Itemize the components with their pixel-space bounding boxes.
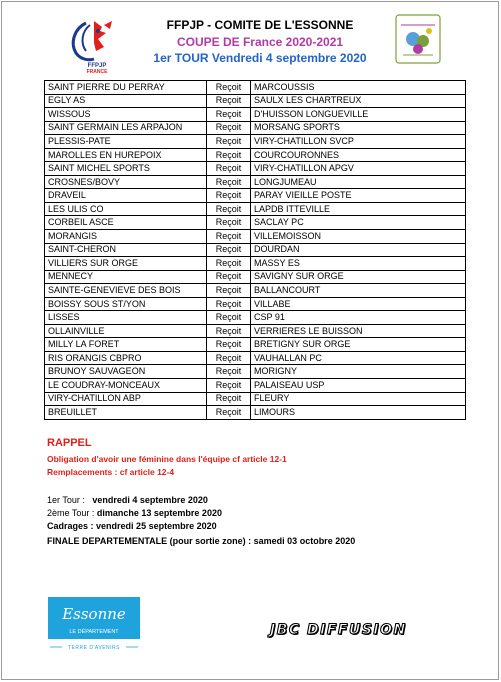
match-home-team: SAINT GERMAIN LES ARPAJON bbox=[45, 121, 207, 135]
match-row bbox=[45, 108, 466, 122]
match-recoit: Reçoit bbox=[207, 216, 251, 230]
match-away-team: BALLANCOURT bbox=[251, 284, 466, 298]
match-away-team: VERRIERES LE BUISSON bbox=[251, 324, 466, 338]
match-away-team: LAPDB ITTEVILLE bbox=[251, 202, 466, 216]
match-home-team: OLLAINVILLE bbox=[45, 324, 207, 338]
match-recoit: Reçoit bbox=[207, 284, 251, 298]
match-row bbox=[45, 135, 466, 149]
match-away-team: MORSANG SPORTS bbox=[251, 121, 466, 135]
match-row bbox=[45, 175, 466, 189]
match-recoit: Reçoit bbox=[207, 324, 251, 338]
schedule-tour1-value: vendredi 4 septembre 2020 bbox=[92, 495, 208, 505]
match-home-team: VILLIERS SUR ORGE bbox=[45, 257, 207, 271]
match-recoit: Reçoit bbox=[207, 406, 251, 420]
schedule-cadrages-value: vendredi 25 septembre 2020 bbox=[96, 521, 217, 531]
match-row bbox=[45, 189, 466, 203]
essonne-logo-script: Essonne bbox=[62, 605, 126, 623]
match-recoit: Reçoit bbox=[207, 230, 251, 244]
rappel-rule-remplacements: Remplacements : cf article 12-4 bbox=[47, 467, 175, 477]
match-recoit: Reçoit bbox=[207, 351, 251, 365]
header-title: FFPJP - COMITE DE L'ESSONNE bbox=[166, 18, 354, 32]
header-round: 1er TOUR Vendredi 4 septembre 2020 bbox=[153, 51, 367, 65]
match-away-team: CSP 91 bbox=[251, 311, 466, 325]
match-row bbox=[45, 162, 466, 176]
match-row bbox=[45, 284, 466, 298]
match-home-team: WISSOUS bbox=[45, 108, 207, 122]
match-recoit: Reçoit bbox=[207, 257, 251, 271]
match-away-team: FLEURY bbox=[251, 392, 466, 406]
match-home-team: MENNECY bbox=[45, 270, 207, 284]
match-row bbox=[45, 392, 466, 406]
match-away-team: BRETIGNY SUR ORGE bbox=[251, 338, 466, 352]
schedule-cadrages bbox=[47, 521, 217, 531]
match-recoit: Reçoit bbox=[207, 338, 251, 352]
match-away-team: VAUHALLAN PC bbox=[251, 351, 466, 365]
match-away-team: LIMOURS bbox=[251, 406, 466, 420]
match-row bbox=[45, 243, 466, 257]
schedule-tour2-value: dimanche 13 septembre 2020 bbox=[96, 508, 222, 518]
match-recoit: Reçoit bbox=[207, 175, 251, 189]
match-away-team: VIRY-CHATILLON APGV bbox=[251, 162, 466, 176]
match-home-team: CROSNES/BOVY bbox=[45, 175, 207, 189]
match-row bbox=[45, 338, 466, 352]
match-home-team: LE COUDRAY-MONCEAUX bbox=[45, 379, 207, 393]
match-row bbox=[45, 94, 466, 108]
match-home-team: BOISSY SOUS ST/YON bbox=[45, 297, 207, 311]
match-row bbox=[45, 297, 466, 311]
match-home-team: MAROLLES EN HUREPOIX bbox=[45, 148, 207, 162]
essonne-logo-department: LE DÉPARTEMENT bbox=[69, 629, 119, 635]
schedule-tour2-label: 2ème Tour : bbox=[47, 508, 95, 518]
jbc-diffusion-logo: JBC DIFFUSION bbox=[270, 622, 407, 638]
match-recoit: Reçoit bbox=[207, 81, 251, 95]
match-row bbox=[45, 379, 466, 393]
match-row bbox=[45, 324, 466, 338]
match-home-team: SAINTE-GENEVIEVE DES BOIS bbox=[45, 284, 207, 298]
match-away-team: SACLAY PC bbox=[251, 216, 466, 230]
rappel-rule-feminine: Obligation d'avoir une féminine dans l'équipe cf article 12-1 bbox=[47, 454, 287, 464]
match-row bbox=[45, 365, 466, 379]
match-row bbox=[45, 351, 466, 365]
match-away-team: D'HUISSON LONGUEVILLE bbox=[251, 108, 466, 122]
schedule-finale: FINALE DEPARTEMENTALE (pour sortie zone) : samedi 03 octobre 2020 bbox=[47, 536, 356, 546]
match-home-team: CORBEIL ASCE bbox=[45, 216, 207, 230]
matches-table bbox=[44, 80, 466, 420]
match-away-team: SAVIGNY SUR ORGE bbox=[251, 270, 466, 284]
match-recoit: Reçoit bbox=[207, 121, 251, 135]
ffpjp-logo bbox=[66, 17, 128, 75]
match-away-team: PARAY VIEILLE POSTE bbox=[251, 189, 466, 203]
match-recoit: Reçoit bbox=[207, 94, 251, 108]
schedule-cadrages-label: Cadrages : bbox=[47, 521, 94, 531]
schedule-tour1 bbox=[47, 495, 208, 505]
match-recoit: Reçoit bbox=[207, 297, 251, 311]
match-row bbox=[45, 406, 466, 420]
match-row bbox=[45, 270, 466, 284]
header-competition: COUPE DE France 2020-2021 bbox=[176, 35, 344, 49]
match-home-team: MILLY LA FORET bbox=[45, 338, 207, 352]
committee-logo bbox=[393, 11, 443, 69]
match-home-team: MORANGIS bbox=[45, 230, 207, 244]
match-away-team: COURCOURONNES bbox=[251, 148, 466, 162]
match-recoit: Reçoit bbox=[207, 379, 251, 393]
match-recoit: Reçoit bbox=[207, 108, 251, 122]
match-home-team: SAINT-CHERON bbox=[45, 243, 207, 257]
match-row bbox=[45, 257, 466, 271]
match-recoit: Reçoit bbox=[207, 162, 251, 176]
match-recoit: Reçoit bbox=[207, 311, 251, 325]
match-row bbox=[45, 148, 466, 162]
schedule-tour2 bbox=[47, 508, 222, 518]
match-away-team: VIRY-CHATILLON SVCP bbox=[251, 135, 466, 149]
match-away-team: VILLEMOISSON bbox=[251, 230, 466, 244]
match-away-team: DOURDAN bbox=[251, 243, 466, 257]
match-away-team: PALAISEAU USP bbox=[251, 379, 466, 393]
match-row bbox=[45, 81, 466, 95]
match-home-team: VIRY-CHATILLON ABP bbox=[45, 392, 207, 406]
schedule-tour1-label: 1er Tour : bbox=[47, 495, 85, 505]
match-home-team: RIS ORANGIS CBPRO bbox=[45, 351, 207, 365]
match-recoit: Reçoit bbox=[207, 189, 251, 203]
rappel-title: RAPPEL bbox=[47, 437, 92, 449]
match-away-team: SAULX LES CHARTREUX bbox=[251, 94, 466, 108]
match-recoit: Reçoit bbox=[207, 148, 251, 162]
match-recoit: Reçoit bbox=[207, 270, 251, 284]
match-recoit: Reçoit bbox=[207, 365, 251, 379]
matches-table-body bbox=[45, 81, 466, 420]
match-home-team: PLESSIS-PATE bbox=[45, 135, 207, 149]
match-away-team: MASSY ES bbox=[251, 257, 466, 271]
match-away-team: VILLABE bbox=[251, 297, 466, 311]
match-recoit: Reçoit bbox=[207, 135, 251, 149]
match-row bbox=[45, 216, 466, 230]
match-home-team: DRAVEIL bbox=[45, 189, 207, 203]
match-home-team: LES ULIS CO bbox=[45, 202, 207, 216]
match-home-team: SAINT PIERRE DU PERRAY bbox=[45, 81, 207, 95]
match-home-team: BRUNOY SAUVAGEON bbox=[45, 365, 207, 379]
match-row bbox=[45, 121, 466, 135]
match-home-team: SAINT MICHEL SPORTS bbox=[45, 162, 207, 176]
ffpjp-logo-subtext: FRANCE bbox=[86, 69, 108, 75]
essonne-logo-tagline: TERRE D'AVENIRS bbox=[68, 645, 120, 651]
match-recoit: Reçoit bbox=[207, 392, 251, 406]
match-recoit: Reçoit bbox=[207, 243, 251, 257]
match-home-team: BREUILLET bbox=[45, 406, 207, 420]
match-row bbox=[45, 311, 466, 325]
match-recoit: Reçoit bbox=[207, 202, 251, 216]
match-row bbox=[45, 202, 466, 216]
match-away-team: MARCOUSSIS bbox=[251, 81, 466, 95]
match-home-team: EGLY AS bbox=[45, 94, 207, 108]
match-row bbox=[45, 230, 466, 244]
match-away-team: MORIGNY bbox=[251, 365, 466, 379]
essonne-logo bbox=[48, 597, 140, 652]
match-home-team: LISSES bbox=[45, 311, 207, 325]
ffpjp-logo-text: FFPJP bbox=[87, 63, 107, 69]
match-away-team: LONGJUMEAU bbox=[251, 175, 466, 189]
